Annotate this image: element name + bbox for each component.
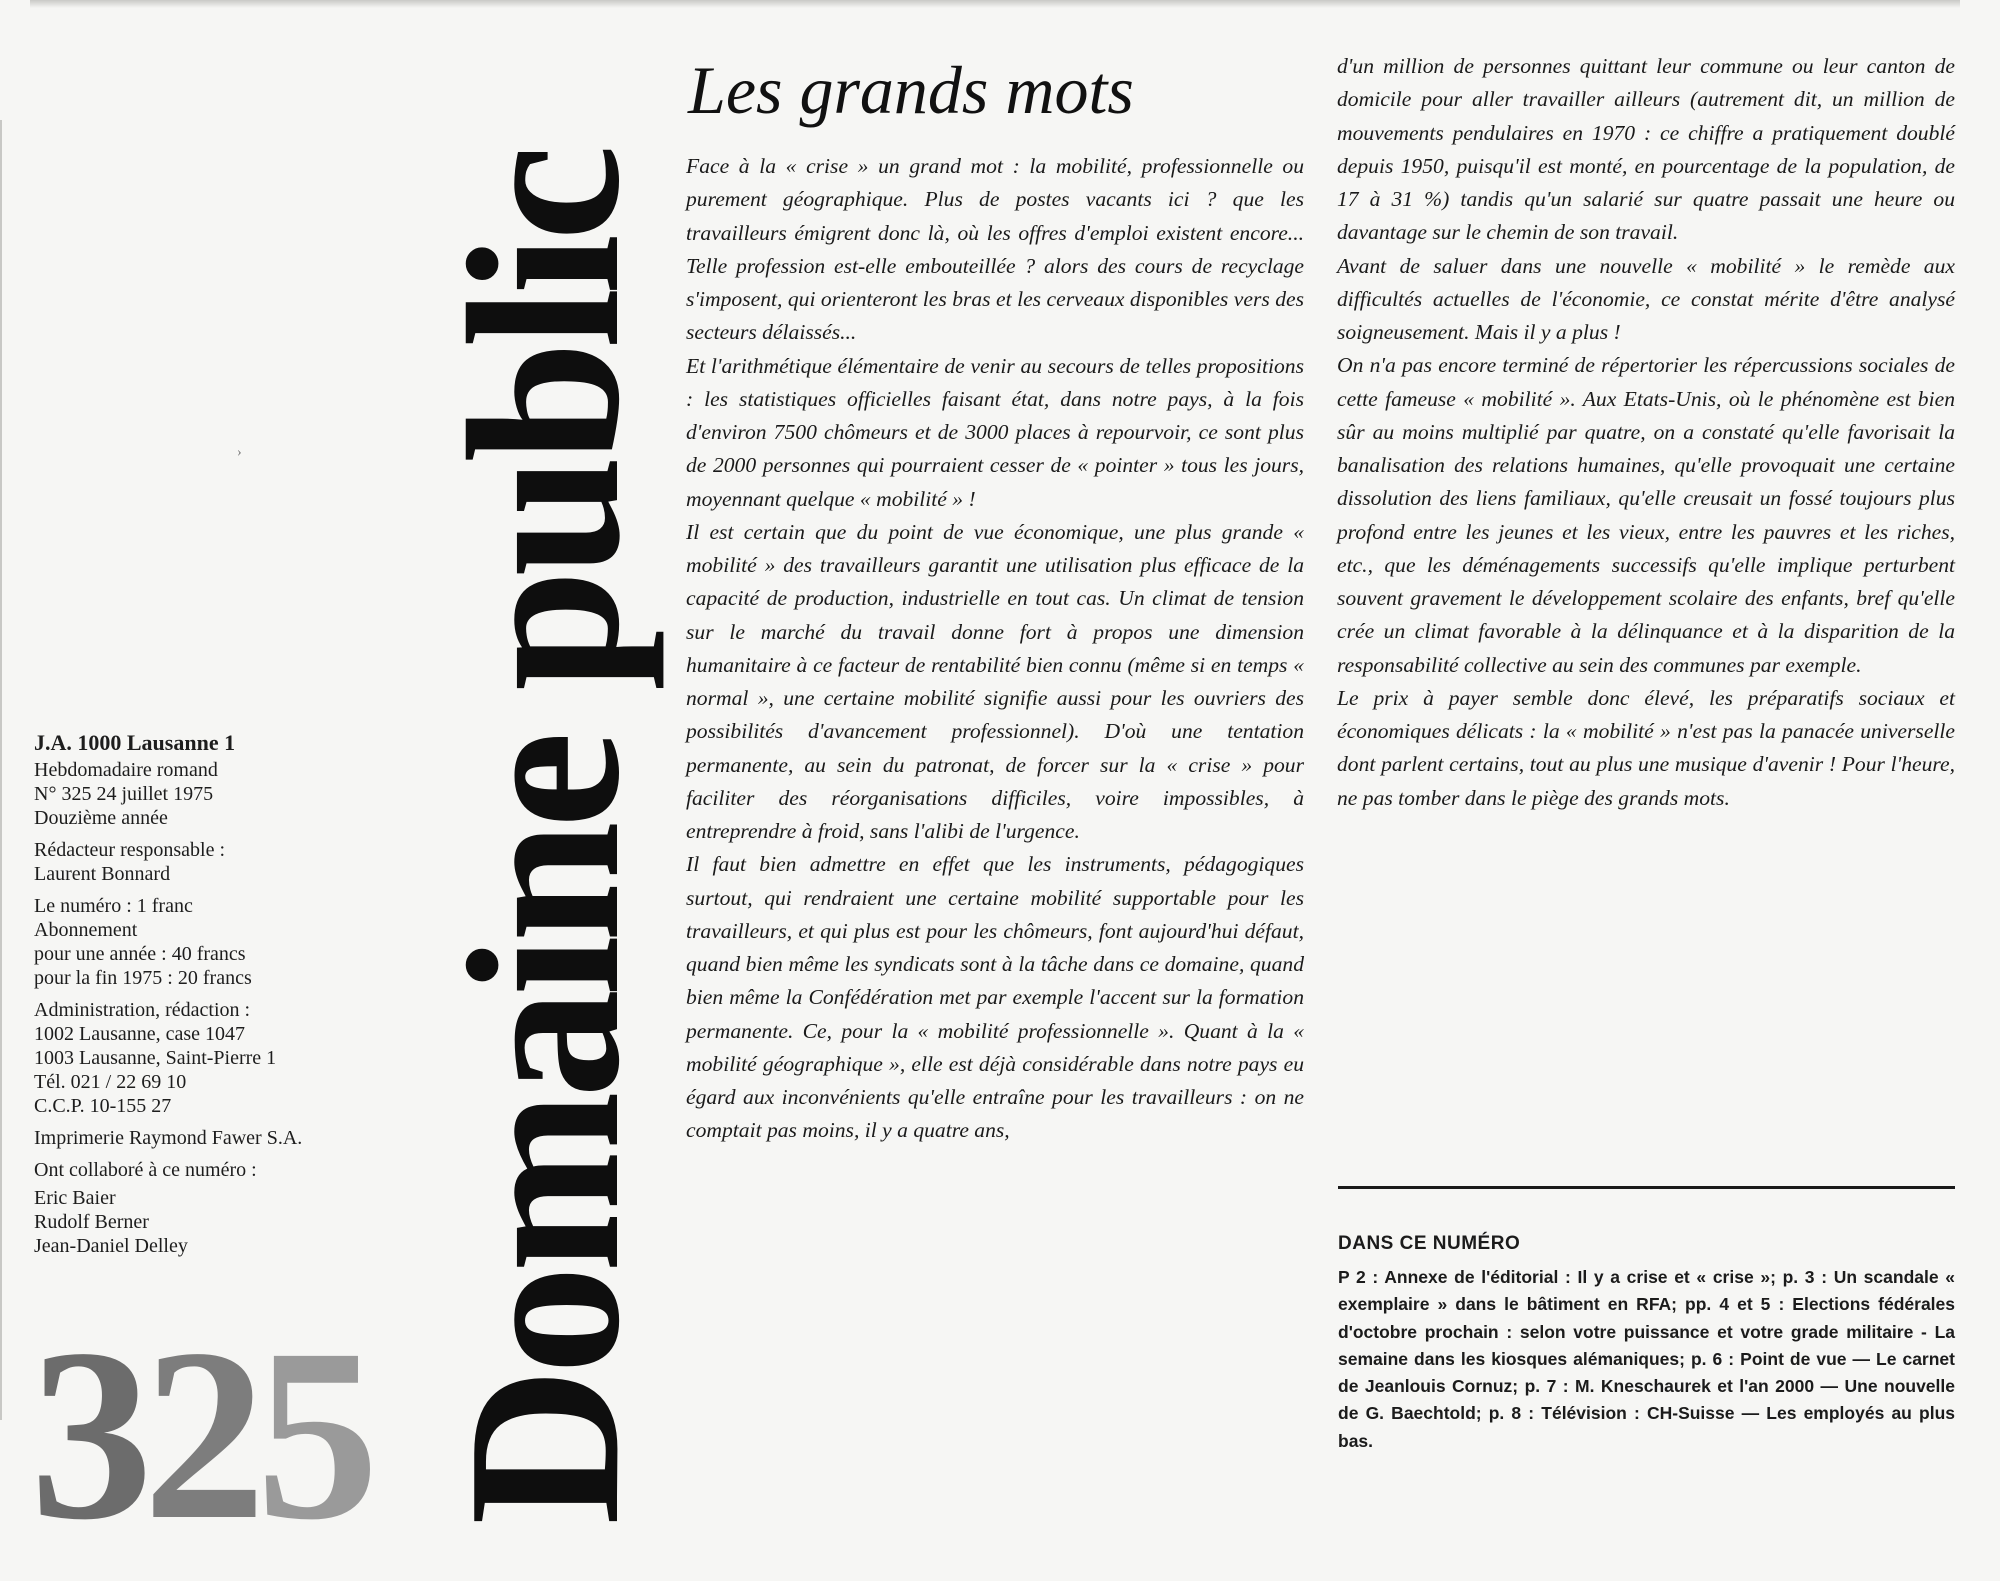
contributor-name: Jean-Daniel Delley	[34, 1235, 188, 1257]
print-speck: ›	[237, 445, 242, 460]
article-column-1	[686, 150, 1304, 1148]
page-edge-line	[0, 120, 2, 1420]
contributor-name: Eric Baier	[34, 1187, 116, 1209]
imprint-line: Abonnement	[34, 919, 138, 941]
toc-body: P 2 : Annexe de l'éditorial : Il y a crise et « crise »; p. 3 : Un scandale « exemplaire » dans le bâtiment en RFA; pp. 4 et 5 : Elections fédérales d'octobre prochain : selon votre puissance et votre grade militaire - La semaine dans les kiosques alémaniques; p. 6 : Point de vue — Le carnet de Jeanlouis Cornuz; p. 7 : M. Kneschaurek et l'an 2000 — Une nouvelle de G. Baechtold; p. 8 : Télévision : CH-Suisse — Les employés au plus bas.	[1338, 1267, 1955, 1451]
article-paragraph: Il faut bien admettre en effet que les instruments, pédagogiques surtout, qui rendraient une certaine mobilité supportable pour les travailleurs, et qui plus est pour les chômeurs, font aujourd'hui défaut, quand bien même les syndicats sont à la tâche dans ce domaine, quand bien même la Confédération met par exemple l'accent sur la formation permanente. Ce, pour la « mobilité professionnelle ». Quant à la « mobilité géographique », elle est déjà considérable dans notre pays eu égard aux inconvénients qu'elle entraîne pour les travailleurs : on ne comptait pas moins, il y a quatre ans,	[686, 852, 1304, 1143]
imprint-line: N° 325 24 juillet 1975	[34, 783, 214, 805]
imprint-line: Imprimerie Raymond Fawer S.A.	[34, 1127, 303, 1149]
issue-digit: 3	[30, 1299, 143, 1571]
postal-code-line: J.A. 1000 Lausanne 1	[34, 730, 236, 755]
imprint-printer	[34, 1126, 434, 1150]
imprint-line: Laurent Bonnard	[34, 863, 171, 885]
imprint-contributors	[34, 1186, 434, 1258]
issue-digit: 2	[143, 1299, 256, 1571]
imprint-line: pour la fin 1975 : 20 francs	[34, 967, 252, 989]
imprint-contributors-label	[34, 1158, 434, 1182]
article-title: Les grands mots	[688, 52, 1134, 128]
masthead	[424, 125, 665, 1525]
masthead-title: Domaine public	[424, 151, 665, 1525]
issue-digit: 5	[256, 1299, 369, 1571]
imprint-pricing	[34, 894, 434, 990]
table-of-contents	[1338, 1232, 1955, 1455]
imprint-line: Rédacteur responsable :	[34, 839, 226, 861]
imprint-administration	[34, 998, 434, 1118]
section-divider	[1338, 1186, 1955, 1189]
article-paragraph: Et l'arithmétique élémentaire de venir au secours de telles propositions : les statistiques officielles faisant état, dans notre pays, à la fois d'environ 7500 chômeurs et de 3000 places à repourvoir, ce sont plus de 2000 personnes qui pourraient cesser de « pointer » tous les jours, moyennant quelque « mobilité » !	[686, 353, 1304, 511]
article-paragraph: d'un million de personnes quittant leur commune ou leur canton de domicile pour aller travailler ailleurs (autrement dit, un million de mouvements pendulaires en 1970 : ce chiffre a pratiquement doublé depuis 1950, puisqu'il est monté, en pourcentage de la population, de 17 à 31 %) tandis qu'un salarié sur quatre passait une heure ou davantage sur le chemin de son travail.	[1337, 54, 1955, 245]
imprint-line: Le numéro : 1 franc	[34, 895, 193, 917]
imprint-editor	[34, 838, 434, 886]
imprint-line: Ont collaboré à ce numéro :	[34, 1159, 257, 1181]
imprint-line: Tél. 021 / 22 69 10	[34, 1071, 187, 1093]
imprint-line: Hebdomadaire romand	[34, 759, 218, 781]
toc-heading: DANS CE NUMÉRO	[1338, 1233, 1521, 1254]
article-paragraph: Le prix à payer semble donc élevé, les préparatifs sociaux et économiques délicats : la « mobilité » n'est pas la panacée universelle dont parlent certains, tout au plus une musique d'avenir ! Pour l'heure, ne pas tomber dans le piège des grands mots.	[1337, 685, 1955, 810]
article-paragraph: Face à la « crise » un grand mot : la mobilité, professionnelle ou purement géographique. Plus de postes vacants ici ? que les travailleurs émigrent donc là, où les offres d'emploi existent encore... Telle profession est-elle embouteillée ? alors des cours de recyclage s'imposent, qui orienteront les bras et les cerveaux disponibles vers des secteurs délaissés...	[686, 154, 1304, 345]
top-edge-rule	[30, 0, 1960, 8]
imprint-line: pour une année : 40 francs	[34, 943, 246, 965]
article-paragraph: Avant de saluer dans une nouvelle « mobilité » le remède aux difficultés actuelles de l'économie, ce constat mérite d'être analysé soigneusement. Mais il y a plus !	[1337, 253, 1955, 344]
contributor-name: Rudolf Berner	[34, 1211, 149, 1233]
issue-number	[30, 1299, 430, 1571]
imprint-line: 1003 Lausanne, Saint-Pierre 1	[34, 1047, 277, 1069]
article-paragraph: On n'a pas encore terminé de répertorier les répercussions sociales de cette fameuse « mobilité ». Aux Etats-Unis, où le phénomène est bien sûr au moins multiplié par quatre, on a constaté qu'elle favorisait la banalisation des relations humaines, qu'elle provoquait une certaine dissolution des liens familiaux, qu'elle creusait un fossé toujours plus profond entre les jeunes et les vieux, entre les pauvres et les riches, etc., que les déménagements successifs qu'elle implique perturbent souvent gravement le développement scolaire des enfants, bref qu'elle crée un climat favorable à la délinquance et à la disparition de la responsabilité collective au sein des communes par exemple.	[1337, 353, 1955, 677]
imprint-line: 1002 Lausanne, case 1047	[34, 1023, 246, 1045]
imprint-line: Administration, rédaction :	[34, 999, 251, 1021]
imprint-publication	[34, 758, 434, 830]
imprint-line: Douzième année	[34, 807, 168, 829]
article-column-2	[1337, 50, 1955, 815]
imprint-line: C.C.P. 10-155 27	[34, 1095, 172, 1117]
article-paragraph: Il est certain que du point de vue économique, une plus grande « mobilité » des travailleurs garantit une utilisation plus efficace de la capacité de production, industrielle en tout cas. Un climat de tension sur le marché du travail donne fort à propos une dimension humanitaire à ce facteur de rentabilité bien connu (même si en temps « normal », une certaine mobilité signifie aussi pour les ouvriers des possibilités d'avancement professionnel). D'où une tentation permanente, au sein du patronat, de forcer sur la « crise » pour faciliter des réorganisations difficiles, voire impossibles, à entreprendre à froid, sans l'alibi de l'urgence.	[686, 519, 1304, 843]
imprint-sidebar	[34, 730, 434, 1266]
